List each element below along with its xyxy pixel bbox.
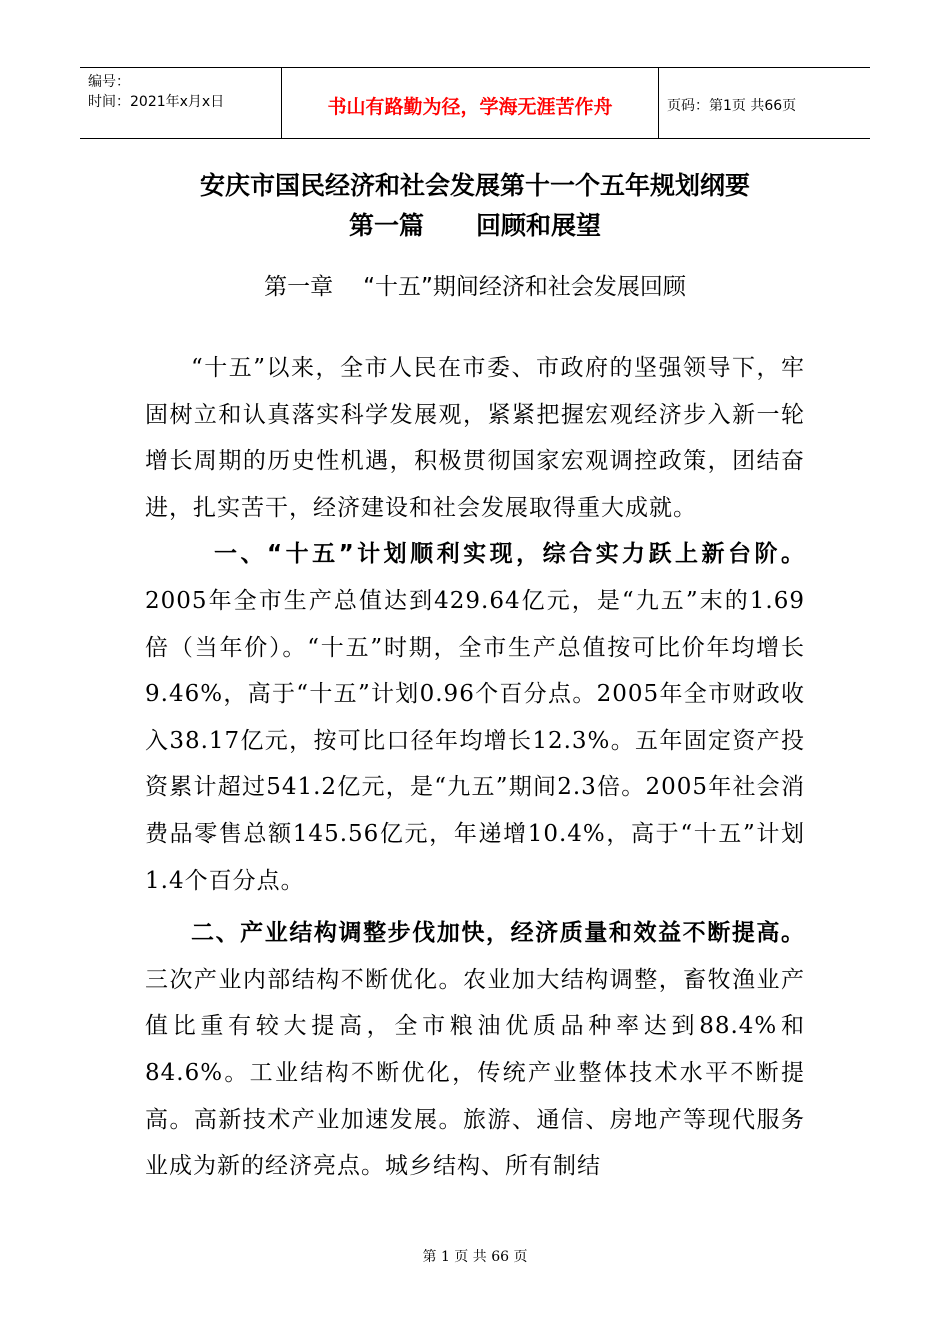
chapter-number: 第一章: [264, 274, 334, 300]
intro-paragraph: “十五”以来，全市人民在市委、市政府的坚强领导下，牢固树立和认真落实科学发展观，紧紧把握宏观经济步入新一轮增长周期的历史性机遇，积极贯彻国家宏观调控政策，团结奋进，扎实苦干，经济建设和社会发展取得重大成就。: [145, 355, 805, 521]
page-footer: 第 1 页 共 66 页: [422, 1249, 528, 1265]
document-body: [145, 345, 805, 1190]
header-meta-cell: [80, 68, 282, 138]
document-title: 安庆市国民经济和社会发展第十一个五年规划纲要: [199, 171, 750, 200]
part-name: 回顾和展望: [476, 211, 602, 240]
section-two-text: 三次产业内部结构不断优化。农业加大结构调整，畜牧渔业产值比重有较大提高，全市粮油优质品种率达到88.4%和84.6%。工业结构不断优化，传统产业整体技术水平不断提高。高新技术产业加速发展。旅游、通信、房地产等现代服务业成为新的经济亮点。城乡结构、所有制结: [145, 966, 805, 1180]
part-number: 第一篇: [348, 211, 424, 240]
header-table: [80, 67, 870, 139]
chapter-name: “十五”期间经济和社会发展回顾: [363, 274, 686, 300]
section-two-paragraph: [145, 910, 805, 1190]
document-date-label: 时间：2021年x月x日: [88, 94, 225, 110]
header-page-info: 页码：第1页 共66页: [667, 98, 797, 114]
section-two-heading: 二、产业结构调整步伐加快，经济质量和效益不断提高。: [191, 920, 805, 947]
chapter-title: [0, 270, 950, 304]
header-motto: 书山有路勤为径，学海无涯苦作舟: [282, 68, 659, 138]
section-one-heading: 一、“十五”计划顺利实现，综合实力跃上新台阶。: [214, 541, 805, 568]
section-one-paragraph: [145, 531, 805, 904]
section-one-text: 2005年全市生产总值达到429.64亿元，是“九五”末的1.69倍（当年价）。“十五”时期，全市生产总值按可比价年均增长9.46%，高于“十五”计划0.96个百分点。2005年全市财政收入38.17亿元，按可比口径年均增长12.3%。五年固定资产投资累计超过541.2亿元，是“九五”期间2.3倍。2005年社会消费品零售总额145.56亿元，年递增10.4%，高于“十五”计划1.4个百分点。: [145, 587, 805, 894]
document-number-label: 编号：: [88, 74, 130, 90]
part-title: [0, 208, 950, 244]
